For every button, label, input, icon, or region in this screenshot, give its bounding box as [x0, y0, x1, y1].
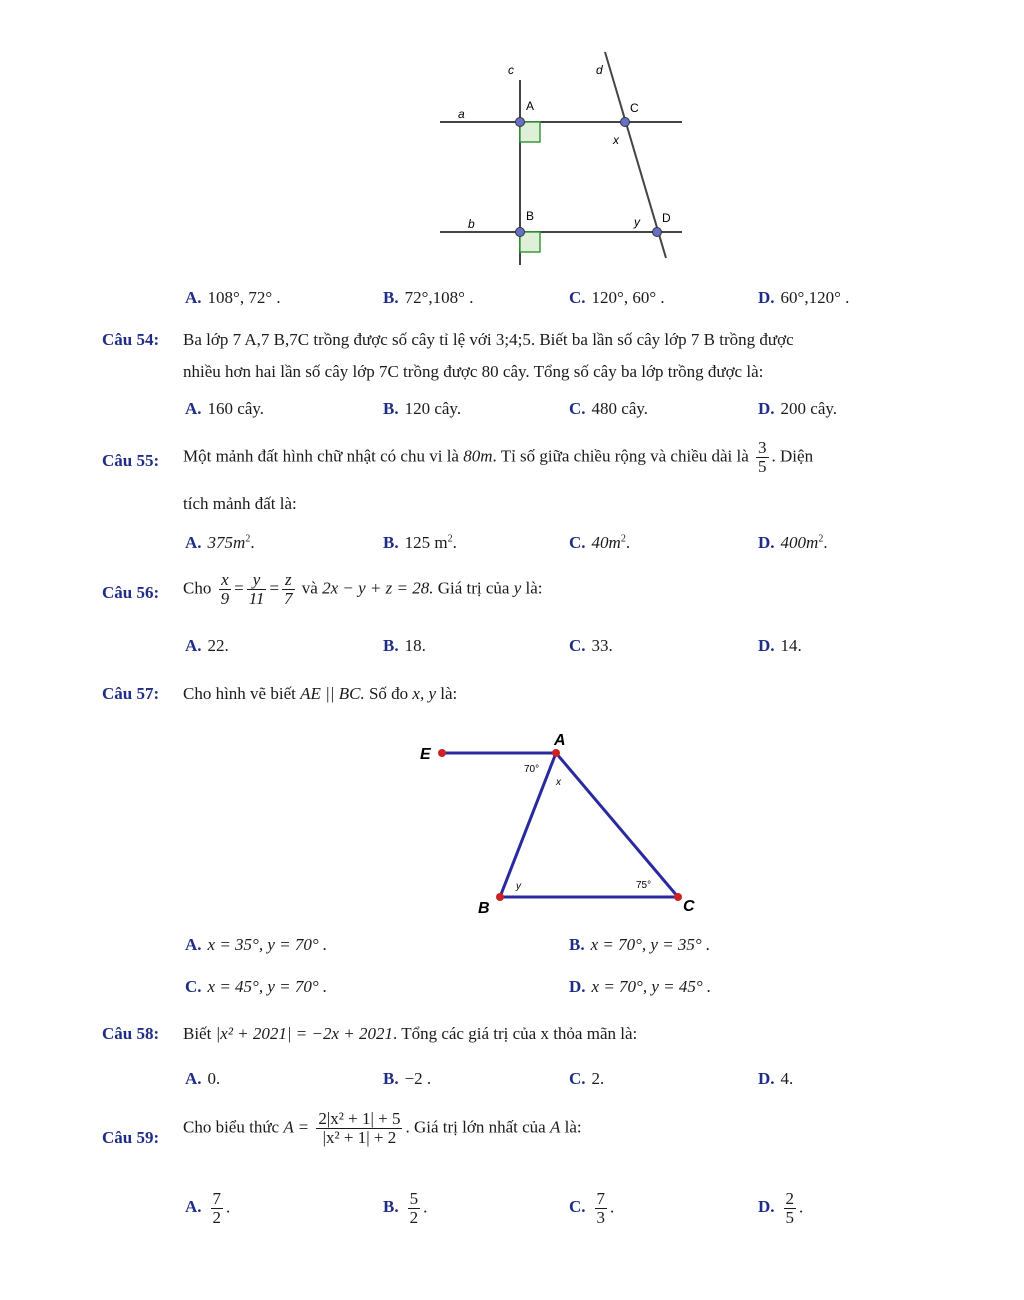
label-d: d [596, 63, 603, 77]
q55-label: Câu 55: [102, 451, 160, 470]
q58-option-c[interactable]: C. 2. [569, 1069, 605, 1088]
q56-option-c[interactable]: C. 33. [569, 636, 613, 655]
label-y: y [634, 215, 640, 229]
q56-option-d[interactable]: D. 14. [758, 636, 802, 655]
angle-75: 75° [636, 880, 652, 891]
q54-option-c[interactable]: C. 480 cây. [569, 399, 649, 418]
q57-label: Câu 57: [102, 684, 160, 703]
q58-option-a[interactable]: A. 0. [185, 1069, 221, 1088]
label-D: D [662, 211, 671, 225]
angle-x: x [556, 777, 561, 788]
q54-option-b[interactable]: B. 120 cây. [383, 399, 462, 418]
q54-text-line2: nhiều hơn hai lần số cây lớp 7C trồng được 80 cây. Tổng số cây ba lớp trồng được là: [183, 362, 764, 381]
q54-label: Câu 54: [102, 330, 160, 349]
q56-equation: 2x − y + z = 28. [322, 578, 434, 598]
q53-option-c[interactable]: C. 120°, 60° . [569, 288, 665, 307]
angle-70: 70° [524, 764, 540, 775]
q55-option-d[interactable]: D. $400m^2$. [758, 533, 828, 552]
perimeter-value: 80m [463, 446, 493, 466]
q55-option-a[interactable]: A. $375m^2$. [185, 533, 255, 552]
q59-text: Cho biểu thức A = $\frac{\text{2|x² + 1| + 5}}{\text{|x² + 1| + 2}}$ . Giá trị lớn nhất của A là: [183, 1109, 582, 1147]
q58-equation: |x² + 2021| = −2x + 2021 [215, 1024, 394, 1043]
q53-option-d[interactable]: D. 60°,120° . [758, 288, 850, 307]
q57-option-c[interactable]: C. x = 45°, y = 70° . [185, 977, 328, 996]
q54-option-d[interactable]: D. 200 cây. [758, 399, 838, 418]
q59-option-a[interactable]: A. $\frac{7}{2}$ . [185, 1189, 231, 1227]
q58-option-d[interactable]: D. 4. [758, 1069, 794, 1088]
q57-option-b[interactable]: B. x = 70°, y = 35° . [569, 935, 711, 954]
label-A2: A [554, 732, 566, 749]
q54-option-a[interactable]: A. 160 cây. [185, 399, 265, 418]
label-x: x [613, 133, 619, 147]
parallel-lines-figure [430, 40, 700, 270]
q59-option-d[interactable]: D. $\frac{2}{5}$ . [758, 1189, 804, 1227]
label-C2: C [683, 898, 695, 915]
label-c: c [508, 63, 514, 77]
angle-y: y [516, 881, 521, 892]
q59-option-b[interactable]: B. $\frac{5}{2}$ . [383, 1189, 428, 1227]
label-A: A [526, 99, 535, 113]
q57-option-d[interactable]: D. x = 70°, y = 45° . [569, 977, 712, 996]
q55-text-line2: tích mảnh đất là: [183, 494, 297, 513]
q55-text-line1: Một mảnh đất hình chữ nhật có chu vi là 80m. Tỉ số giữa chiều rộng và chiều dài là $\frac{3}{5}$ . Diện [183, 438, 814, 476]
q58-text: Biết |x² + 2021| = −2x + 2021. Tổng các giá trị của x thỏa mãn là: [183, 1024, 638, 1043]
q55-option-b[interactable]: B. 125 $m^2$. [383, 533, 457, 552]
q55-option-c[interactable]: C. $40m^2$. [569, 533, 631, 552]
q59-expression: $\frac{\text{2|x² + 1| + 5}}{\text{|x² + 1| + 2}}$ [318, 1109, 401, 1147]
q58-option-b[interactable]: B. −2 . [383, 1069, 432, 1088]
label-E: E [420, 746, 431, 763]
label-a: a [458, 107, 465, 121]
q59-label: Câu 59: [102, 1128, 160, 1147]
triangle-figure [410, 725, 710, 925]
label-B: B [526, 209, 535, 223]
q58-label: Câu 58: [102, 1024, 160, 1043]
q53-option-a[interactable]: A. 108°, 72° . [185, 288, 281, 307]
q56-option-b[interactable]: B. 18. [383, 636, 426, 655]
q53-option-b[interactable]: B. 72°,108° . [383, 288, 474, 307]
q59-option-c[interactable]: C. $\frac{7}{3}$ . [569, 1189, 615, 1227]
q57-option-a[interactable]: A. x = 35°, y = 70° . [185, 935, 328, 954]
q54-text-line1: Ba lớp 7 A,7 B,7C trồng được số cây tỉ lệ với 3;4;5. Biết ba lần số cây lớp 7 B trồng được [183, 330, 794, 349]
label-C: C [630, 101, 639, 115]
label-b: b [468, 217, 475, 231]
q56-text: Cho $\frac{x}{9}$ = $\frac{y}{11}$ = $\frac{z}{7}$ và 2x − y + z = 28. Giá trị của y là: [183, 570, 543, 608]
label-B2: B [478, 900, 490, 917]
q57-text: Cho hình vẽ biết AE || BC. Số đo x, y là: [183, 684, 458, 703]
q56-option-a[interactable]: A. 22. [185, 636, 229, 655]
ratio-fraction: $\frac{3}{5}$ [758, 438, 767, 476]
q56-label: Câu 56: [102, 583, 160, 602]
